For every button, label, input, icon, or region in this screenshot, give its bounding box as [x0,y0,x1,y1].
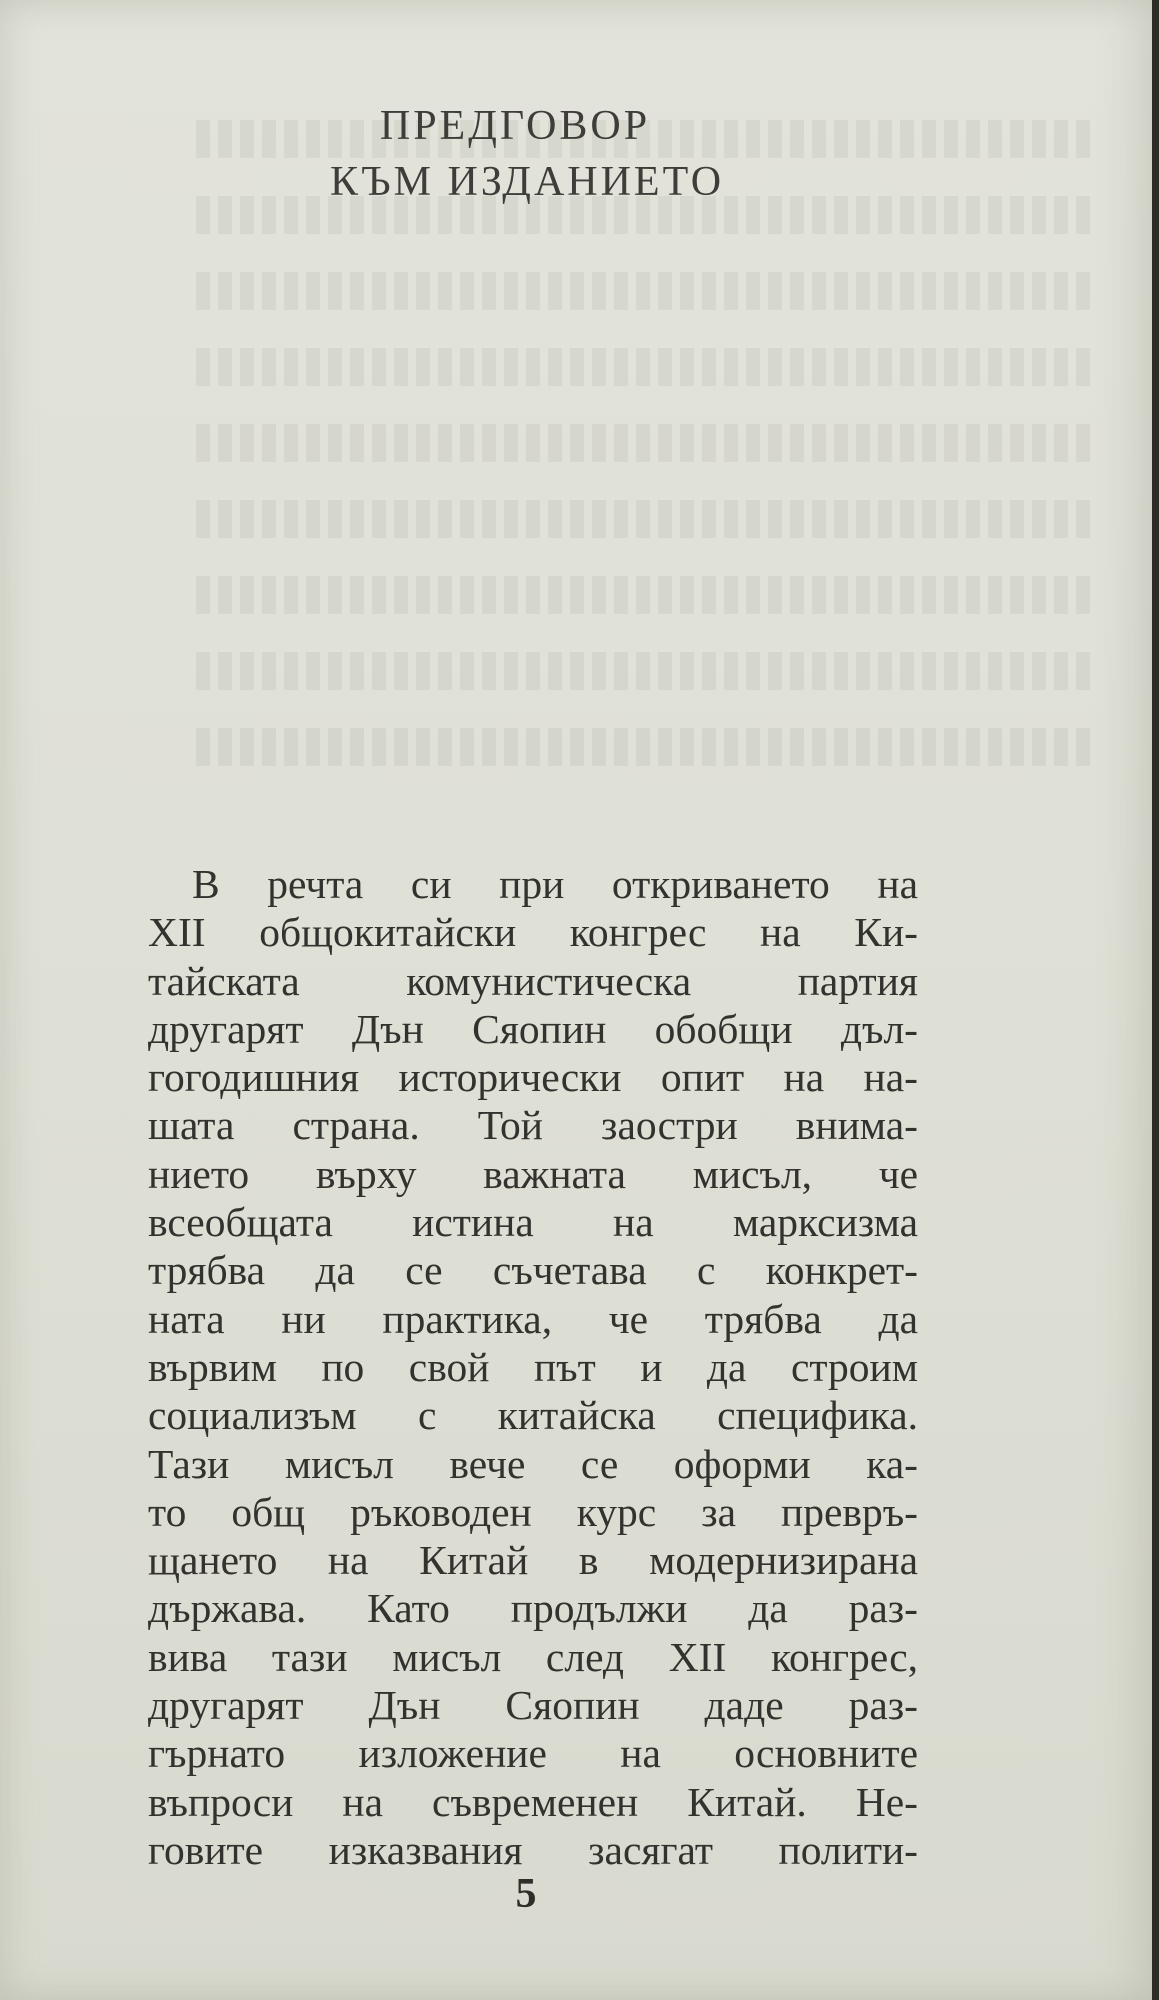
text-line: вървим по свой път и да строим [148,1343,918,1390]
text-line: говите изказвания засягат полити- [148,1826,918,1873]
show-through-text [190,120,1090,840]
text-line: тайската комунистическа партия [148,957,918,1004]
text-line: другарят Дън Сяопин обобщи дъл- [148,1005,918,1052]
text-line: то общ ръководен курс за превръ- [148,1488,918,1535]
text-line: Тази мисъл вече се оформи ка- [148,1440,918,1487]
text-line: вива тази мисъл след XII конгрес, [148,1633,918,1680]
text-line: гърнато изложение на основните [148,1730,918,1777]
text-line: ната ни практика, че трябва да [148,1295,918,1342]
text-line: гогодишния исторически опит на на- [148,1054,918,1101]
page-title-line-2: КЪМ ИЗДАНИЕТО [329,159,725,205]
text-line: XII общокитайски конгрес на Ки- [148,909,918,956]
page-number: 5 [515,1871,537,1917]
text-line: социализъм с китайска специфика. [148,1392,918,1439]
text-line: В речта си при откриването на [192,861,918,907]
text-line: нието върху важната мисъл, че [148,1150,918,1197]
text-line: трябва да се съчетава с конкрет- [148,1247,918,1294]
page-title-line-1: ПРЕДГОВОР [379,103,651,149]
text-line: въпроси на съвременен Китай. Не- [148,1778,918,1825]
text-line: държава. Като продължи да раз- [148,1585,918,1632]
text-line: шата страна. Той заостри внима- [148,1102,918,1149]
text-line: щането на Китай в модернизирана [148,1537,918,1584]
text-line: всеобщата истина на марксизма [148,1199,918,1246]
preface-paragraph [148,860,918,1874]
text-line: другарят Дън Сяопин даде раз- [148,1682,918,1729]
